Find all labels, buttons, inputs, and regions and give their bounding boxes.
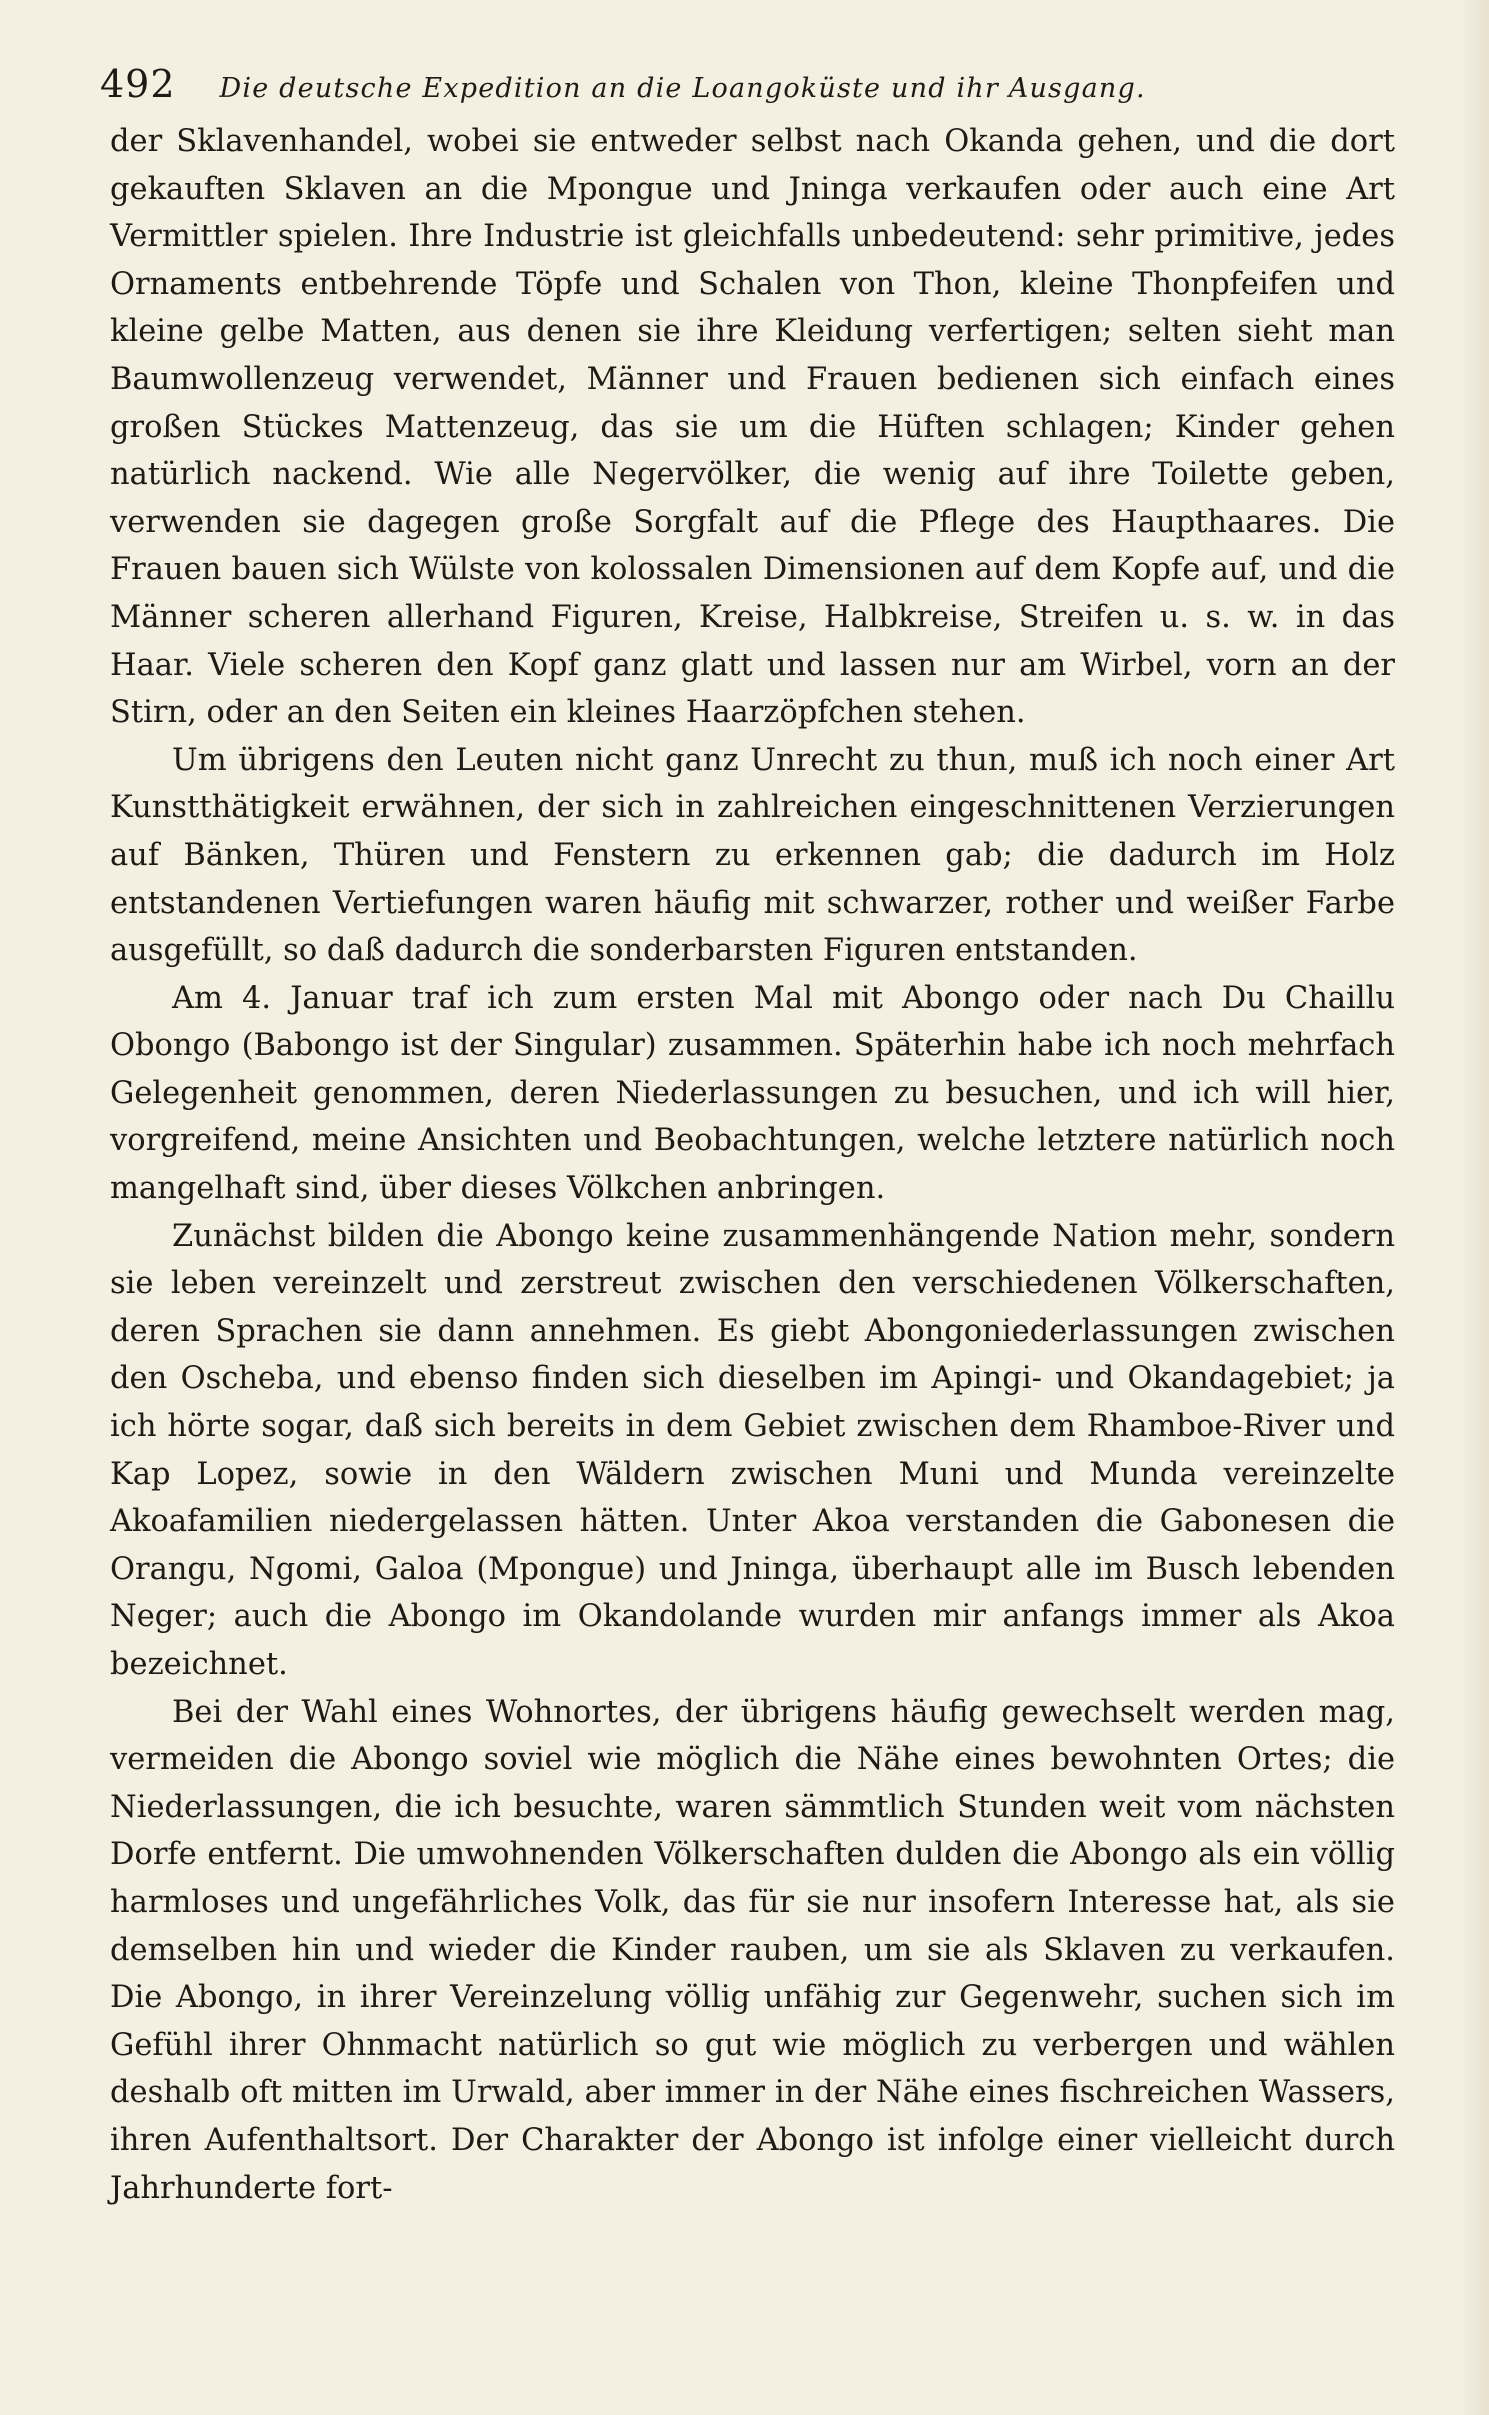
running-head: Die deutsche Expedition an die Loangoküste und ihr Ausgang. (219, 73, 1146, 104)
scan-edge-shadow (1461, 0, 1489, 2415)
body-text (110, 118, 1395, 2212)
paragraph-2: Um übrigens den Leuten nicht ganz Unrecht zu thun, muß ich noch einer Art Kunstthätigkeit erwähnen, der sich in zahlreichen eingeschnittenen Verzierungen auf Bänken, Thüren und Fenstern zu erkennen gab; die dadurch im Holz entstandenen Vertiefungen waren häufig mit schwarzer, rother und weißer Farbe ausgefüllt, so daß dadurch die sonderbarsten Figuren entstanden. (110, 742, 1395, 969)
paragraph-4: Zunächst bilden die Abongo keine zusammenhängende Nation mehr, sondern sie leben vereinzelt und zerstreut zwischen den verschiedenen Völkerschaften, deren Sprachen sie dann annehmen. Es giebt Abongoniederlassungen zwischen den Oscheba, und ebenso finden sich dieselben im Apingi- und Okandagebiet; ja ich hörte sogar, daß sich bereits in dem Gebiet zwischen dem Rhamboe-River und Kap Lopez, sowie in den Wäldern zwischen Muni und Munda vereinzelte Akoafamilien niedergelassen hätten. Unter Akoa verstanden die Gabonesen die Orangu, Ngomi, Galoa (Mpongue) und Jninga, überhaupt alle im Busch lebenden Neger; auch die Abongo im Okandolande wurden mir anfangs immer als Akoa bezeichnet. (110, 1218, 1395, 1682)
page-number: 492 (100, 62, 176, 106)
paragraph-5: Bei der Wahl eines Wohnortes, der übrigens häufig gewechselt werden mag, vermeiden die Abongo soviel wie möglich die Nähe eines bewohnten Ortes; die Niederlassungen, die ich besuchte, waren sämmtlich Stunden weit vom nächsten Dorfe entfernt. Die umwohnenden Völkerschaften dulden die Abongo als ein völlig harmloses und ungefährliches Volk, das für sie nur insofern Interesse hat, als sie demselben hin und wieder die Kinder rauben, um sie als Sklaven zu verkaufen. Die Abongo, in ihrer Vereinzelung völlig unfähig zur Gegenwehr, suchen sich im Gefühl ihrer Ohnmacht natürlich so gut wie möglich zu verbergen und wählen deshalb oft mitten im Urwald, aber immer in der Nähe eines fischreichen Wassers, ihren Aufenthaltsort. Der Charakter der Abongo ist infolge einer vielleicht durch Jahrhunderte fort- (110, 1694, 1395, 2206)
page-header (100, 62, 1210, 116)
paragraph-1: der Sklavenhandel, wobei sie entweder selbst nach Okanda gehen, und die dort gekauften Sklaven an die Mpongue und Jninga verkaufen oder auch eine Art Vermittler spielen. Ihre Industrie ist gleichfalls unbedeutend: sehr primitive, jedes Ornaments entbehrende Töpfe und Schalen von Thon, kleine Thonpfeifen und kleine gelbe Matten, aus denen sie ihre Kleidung verfertigen; selten sieht man Baumwollenzeug verwendet, Männer und Frauen bedienen sich einfach eines großen Stückes Mattenzeug, das sie um die Hüften schlagen; Kinder gehen natürlich nackend. Wie alle Negervölker, die wenig auf ihre Toilette geben, verwenden sie dagegen große Sorgfalt auf die Pflege des Haupthaares. Die Frauen bauen sich Wülste von kolossalen Dimensionen auf dem Kopfe auf, und die Männer scheren allerhand Figuren, Kreise, Halbkreise, Streifen u. s. w. in das Haar. Viele scheren den Kopf ganz glatt und lassen nur am Wirbel, vorn an der Stirn, oder an den Seiten ein kleines Haarzöpfchen stehen. (110, 124, 1395, 731)
paragraph-3: Am 4. Januar traf ich zum ersten Mal mit Abongo oder nach Du Chaillu Obongo (Babongo ist der Singular) zusammen. Späterhin habe ich noch mehrfach Gelegenheit genommen, deren Niederlassungen zu besuchen, und ich will hier, vorgreifend, meine Ansichten und Beobachtungen, welche letztere natürlich noch mangelhaft sind, über dieses Völkchen anbringen. (110, 980, 1395, 1207)
